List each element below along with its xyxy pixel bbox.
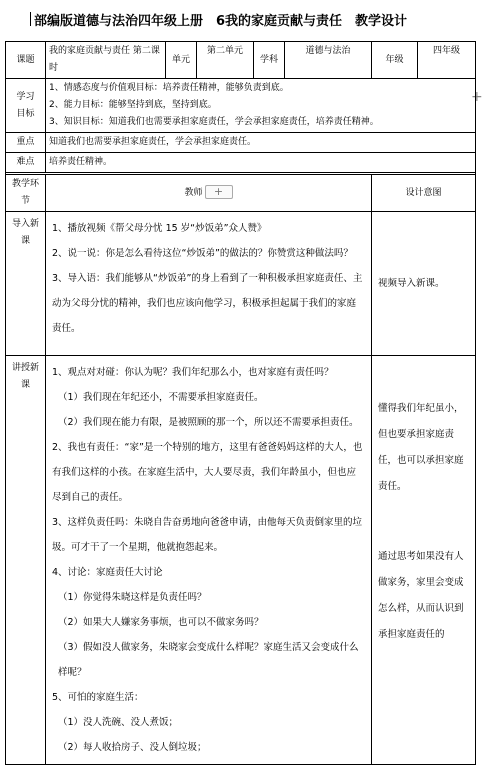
add-row-icon[interactable]: + (471, 89, 483, 105)
header-stage: 教学环节 (6, 175, 46, 212)
key-value: 知道我们也需要承担家庭责任，学会承担家庭责任。 (46, 133, 476, 153)
goal-item: 1、情感态度与价值观目标：培养责任精神，能够负责到底。 (49, 83, 289, 93)
unit-value: 第二单元 (197, 42, 254, 79)
add-icon[interactable]: + (205, 185, 233, 199)
text-cursor (30, 12, 31, 26)
teaching-line: 3、这样负责任吗：朱晓自告奋勇地向爸爸申请，由他每天负责倒家里的垃圾。可才干了一个星期，他就抱怨起来。 (52, 517, 363, 553)
teaching-design-2: 通过思考如果没有人做家务，家里会变成怎么样，从而认识到承担家庭责任的 (378, 551, 464, 640)
subject-value: 道德与法治 (285, 42, 372, 79)
grade-value: 四年级 (418, 42, 476, 79)
teaching-line: （2）我们现在能力有限，是被照顾的那一个，所以还不需要承担责任。 (58, 417, 359, 428)
topic-value: 我的家庭贡献与责任 第二课时 (46, 42, 166, 79)
stage-teaching: 讲授新课 (6, 356, 46, 765)
lesson-plan-table (5, 41, 476, 765)
teaching-line: （1）你觉得朱晓这样是负责任吗？ (58, 592, 207, 603)
intro-content (46, 212, 372, 356)
intro-line: 1、播放视频《帮父母分忧 15 岁“炒饭弟”众人赞》 (52, 223, 267, 234)
subject-label: 学科 (254, 42, 285, 79)
teaching-content (46, 356, 372, 765)
teaching-design (372, 356, 476, 765)
teaching-line: （1）我们现在年纪还小，不需要承担家庭责任。 (58, 392, 264, 403)
teaching-line: （2）如果大人嫌家务事烦，也可以不做家务吗？ (58, 617, 264, 628)
goals-content (46, 79, 476, 133)
intro-line: 3、导入语：我们能够从“炒饭弟”的身上看到了一种积极承担家庭责任、主动为父母分忧的精神，我们也应该向他学习，积极承担起属于我们的家庭责任。 (52, 273, 363, 334)
teaching-line: 1、观点对对碰：你认为呢？我们年纪那么小，也对家庭有责任吗？ (52, 367, 334, 378)
topic-label: 课题 (6, 42, 46, 79)
key-label: 重点 (6, 133, 46, 153)
intro-design: 视频导入新课。 (372, 212, 476, 356)
teaching-line: （1）没人洗碗、没人煮饭； (58, 717, 179, 728)
intro-line: 2、说一说：你是怎么看待这位“炒饭弟”的做法的？你赞赏这种做法吗？ (52, 248, 353, 259)
header-design: 设计意图 (372, 175, 476, 212)
header-teacher-label: 教师 (184, 187, 203, 198)
difficulty-label: 难点 (6, 153, 46, 173)
header-teacher (46, 175, 372, 212)
goals-label-line1: 学习 (16, 91, 35, 102)
stage-intro: 导入新课 (6, 212, 46, 356)
goals-label (6, 79, 46, 133)
goals-label-line2: 目标 (16, 108, 35, 119)
document-title: 部编版道德与法治四年级上册 6我的家庭贡献与责任 教学设计 (34, 14, 408, 29)
teaching-line: （3）假如没人做家务，朱晓家会变成什么样呢？家庭生活又会变成什么样呢？ (58, 642, 359, 678)
goal-item: 3、知识目标：知道我们也需要承担家庭责任，学会承担家庭责任，培养责任精神。 (49, 117, 379, 127)
unit-label: 单元 (166, 42, 197, 79)
teaching-line: 4、讨论：家庭责任大讨论 (52, 567, 163, 578)
teaching-line: 5、可怕的家庭生活： (52, 692, 144, 703)
difficulty-value: 培养责任精神。 (46, 153, 476, 173)
teaching-line: （2）每人收拾房子、没人倒垃圾； (58, 742, 207, 753)
grade-label: 年级 (372, 42, 418, 79)
goal-item: 2、能力目标：能够坚持到底，坚持到底。 (49, 100, 217, 110)
teaching-line: 2、我也有责任：“家”是一个特别的地方，这里有爸爸妈妈这样的大人，也有我们这样的小孩。在家庭生活中，大人要尽责，我们年龄虽小，但也应尽到自己的责任。 (52, 442, 363, 503)
teaching-design-1: 懂得我们年纪虽小，但也要承担家庭责任，也可以承担家庭责任。 (378, 403, 464, 492)
